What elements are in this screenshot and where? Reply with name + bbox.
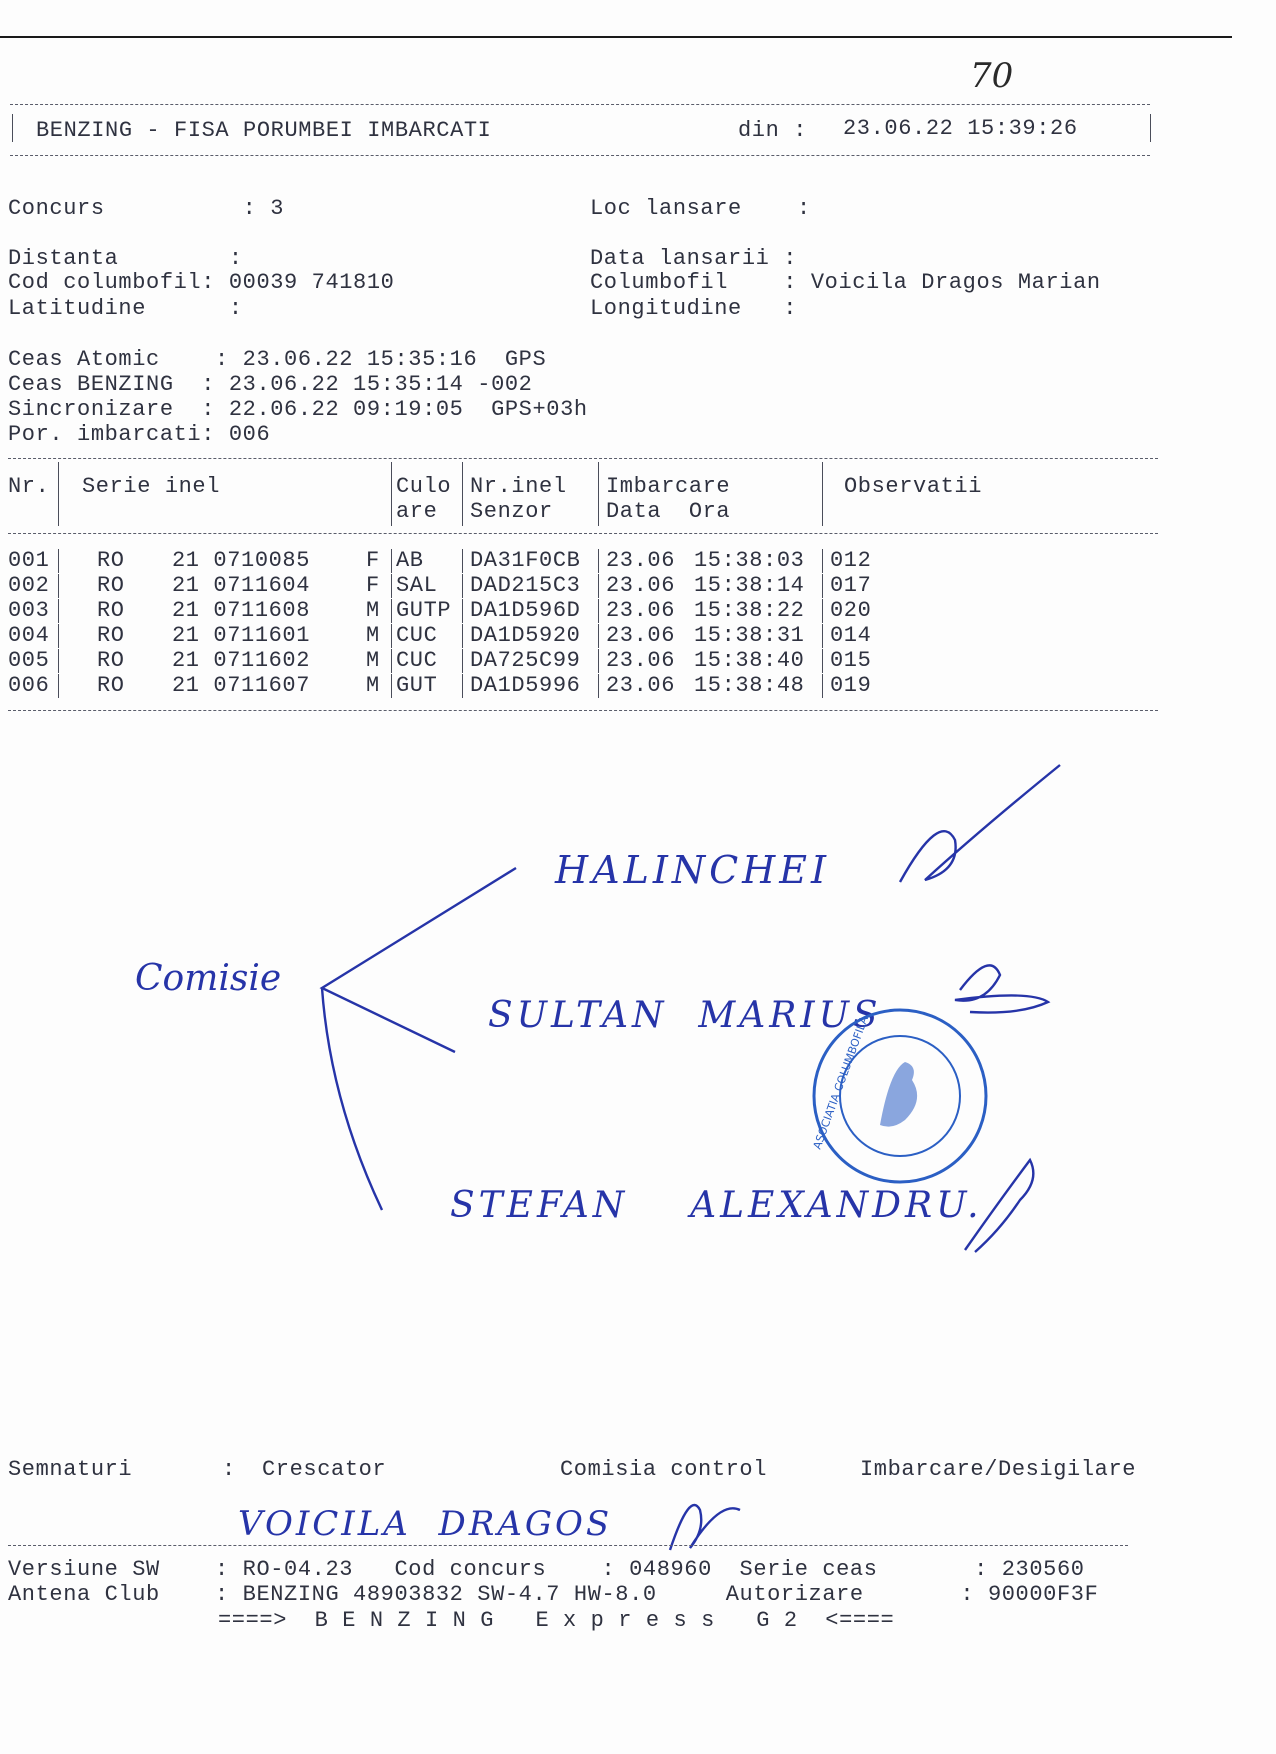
data-lansarii-field: Data lansarii : (590, 246, 798, 271)
cell-color: AB (396, 548, 424, 573)
cell-time: 15:38:48 (694, 673, 805, 698)
cell-time: 15:38:14 (694, 573, 805, 598)
header-serie-inel: Serie inel (82, 474, 221, 499)
cell-sex: M (366, 648, 380, 673)
page-number: 70 (970, 56, 1014, 96)
pigeon-emblem (880, 1062, 917, 1127)
cell-color: SAL (396, 573, 438, 598)
cell-color: CUC (396, 648, 438, 673)
cell-observatii: 017 (830, 573, 872, 598)
cell-time: 15:38:03 (694, 548, 805, 573)
ceas-atomic-field: Ceas Atomic : 23.06.22 15:35:16 GPS (8, 347, 547, 372)
cell-date: 23.06 (606, 648, 676, 673)
cell-color: GUT (396, 673, 438, 698)
cell-ring-number: 21 0711602 (172, 648, 311, 673)
signature-scribble (965, 1160, 1033, 1252)
cell-time: 15:38:31 (694, 623, 805, 648)
header-observatii: Observatii (844, 474, 983, 499)
cell-sensor: DA725C99 (470, 648, 581, 673)
imbarcare-desigilare-label: Imbarcare/Desigilare (860, 1457, 1137, 1482)
cell-ring-number: 21 0711608 (172, 598, 311, 623)
footer-rule (8, 1545, 1128, 1546)
cell-country: RO (97, 623, 125, 648)
cell-observatii: 015 (830, 648, 872, 673)
distanta-field: Distanta : (8, 246, 243, 271)
cell-nr: 005 (8, 648, 50, 673)
cell-sex: F (366, 548, 380, 573)
cell-nr: 001 (8, 548, 50, 573)
cell-ring-number: 21 0711607 (172, 673, 311, 698)
comisie-label: Comisie (135, 958, 282, 999)
cell-observatii: 012 (830, 548, 872, 573)
header-culo: Culo (396, 474, 452, 499)
cell-sensor: DA31F0CB (470, 548, 581, 573)
semnaturi-colon: : (222, 1457, 236, 1482)
cell-date: 23.06 (606, 573, 676, 598)
member-halinchei: HALINCHEI (555, 848, 831, 892)
cell-date: 23.06 (606, 598, 676, 623)
cell-time: 15:38:40 (694, 648, 805, 673)
cell-color: CUC (396, 623, 438, 648)
crescator-label: Crescator (262, 1457, 387, 1482)
document-title: BENZING - FISA PORUMBEI IMBARCATI (36, 118, 492, 143)
cell-sex: M (366, 598, 380, 623)
cell-observatii: 014 (830, 623, 872, 648)
commission-bracket-lower (322, 988, 382, 1210)
cell-sex: M (366, 673, 380, 698)
cell-date: 23.06 (606, 548, 676, 573)
cell-country: RO (97, 648, 125, 673)
por-imbarcati-field: Por. imbarcati: 006 (8, 422, 271, 447)
signature-scribble (955, 965, 1048, 1012)
header-imbarcare: Imbarcare (606, 474, 731, 499)
association-stamp (811, 1010, 986, 1182)
crescator-handwritten-name: VOICILA DRAGOS (238, 1504, 613, 1544)
cell-country: RO (97, 598, 125, 623)
cell-country: RO (97, 673, 125, 698)
commission-bracket (322, 868, 516, 1052)
cell-nr: 006 (8, 673, 50, 698)
comisia-control-label: Comisia control (560, 1457, 768, 1482)
cell-ring-number: 21 0710085 (172, 548, 311, 573)
member-sultan-marius: SULTAN MARIUS (488, 995, 882, 1036)
cell-sensor: DA1D5920 (470, 623, 581, 648)
cell-country: RO (97, 573, 125, 598)
din-label: din : (738, 118, 808, 143)
cell-date: 23.06 (606, 673, 676, 698)
header-senzor: Senzor (470, 499, 553, 524)
svg-text:ASOCIATIA COLUMBOFILA: ASOCIATIA COLUMBOFILA (810, 1014, 871, 1152)
cell-country: RO (97, 548, 125, 573)
antena-line: Antena Club : BENZING 48903832 SW-4.7 HW-8.0 Autorizare : 90000F3F (8, 1582, 1099, 1607)
header-are: are (396, 499, 438, 524)
print-datetime: 23.06.22 15:39:26 (843, 116, 1078, 141)
cell-date: 23.06 (606, 623, 676, 648)
cell-sensor: DAD215C3 (470, 573, 581, 598)
benzing-express-banner: ====> B E N Z I N G E x p r e s s G 2 <==== (218, 1608, 895, 1633)
header-nr: Nr. (8, 474, 50, 499)
member-stefan-alexandru: STEFAN ALEXANDRU. (450, 1185, 983, 1226)
cell-sex: F (366, 573, 380, 598)
cell-color: GUTP (396, 598, 452, 623)
concurs-field: Concurs : 3 (8, 196, 285, 221)
columbofil-field: Columbofil : Voicila Dragos Marian (590, 270, 1101, 295)
cell-observatii: 019 (830, 673, 872, 698)
cell-sex: M (366, 623, 380, 648)
semnaturi-label: Semnaturi (8, 1457, 133, 1482)
cell-sensor: DA1D596D (470, 598, 581, 623)
cell-sensor: DA1D5996 (470, 673, 581, 698)
ceas-benzing-field: Ceas BENZING : 23.06.22 15:35:14 -002 (8, 372, 533, 397)
versiune-line: Versiune SW : RO-04.23 Cod concurs : 048960 Serie ceas : 230560 (8, 1557, 1085, 1582)
cell-ring-number: 21 0711601 (172, 623, 311, 648)
loc-lansare-field: Loc lansare : (590, 196, 811, 221)
cell-nr: 004 (8, 623, 50, 648)
cell-time: 15:38:22 (694, 598, 805, 623)
sincronizare-field: Sincronizare : 22.06.22 09:19:05 GPS+03h (8, 397, 588, 422)
latitudine-field: Latitudine : (8, 296, 243, 321)
longitudine-field: Longitudine : (590, 296, 798, 321)
cell-observatii: 020 (830, 598, 872, 623)
header-nr-inel: Nr.inel (470, 474, 567, 499)
signature-scribble (670, 1505, 740, 1550)
signature-scribble (900, 765, 1060, 882)
cod-columbofil-field: Cod columbofil: 00039 741810 (8, 270, 395, 295)
header-data-ora: Data Ora (606, 499, 731, 524)
cell-nr: 002 (8, 573, 50, 598)
cell-ring-number: 21 0711604 (172, 573, 311, 598)
cell-nr: 003 (8, 598, 50, 623)
